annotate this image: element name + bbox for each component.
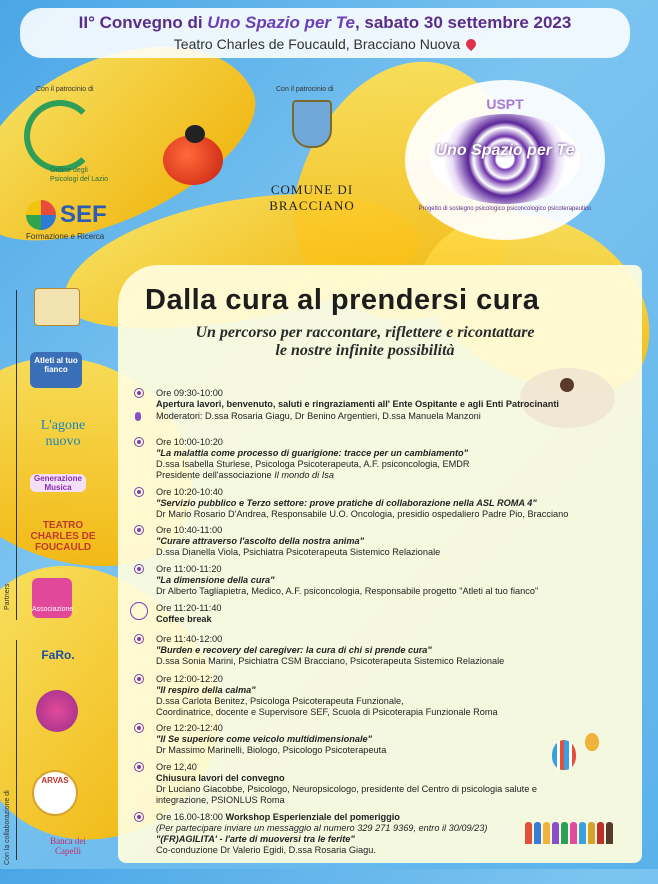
collab-divider: [16, 640, 17, 860]
sef-sub: Formazione e Ricerca: [26, 232, 105, 241]
bullet-icon: [134, 388, 144, 398]
program-subtitle: Un percorso per raccontare, riflettere e ricontattare le nostre infinite possibilità: [195, 324, 535, 359]
bullet-icon: [134, 437, 144, 447]
bullet-icon: [134, 525, 144, 535]
bullet-icon: [134, 674, 144, 684]
partner-generazione-musica: Generazione Musica: [30, 474, 86, 492]
program-item: Ore 11:00-11:20 "La dimensione della cura" Dr Alberto Tagliapietra, Medico, A.F. psiconcologia, Responsabile progetto "Atleti al tuo fianco": [134, 564, 634, 597]
uspt-swirl-icon: [430, 114, 580, 204]
uspt-name: Uno Spazio per Te: [435, 142, 575, 159]
ladybug-image: [163, 135, 223, 185]
event-venue: Teatro Charles de Foucauld, Bracciano Nuova: [20, 36, 630, 52]
comune-logo: [262, 100, 362, 214]
patronage-label: Con il patrocinio di: [276, 86, 334, 93]
opl-logo: [20, 100, 108, 190]
program-item: Ore 12:00-12:20 "Il respiro della calma" D.ssa Carlota Benitez, Psicologa Psicoterapeuta Funzionale, Coordinatrice, docente e Supervisore SEF, Scuola di Psicoterapia Funzionale Roma: [134, 674, 634, 718]
event-title: II° Convegno di Uno Spazio per Te, sabato 30 settembre 2023: [78, 13, 572, 32]
partner-teatro: TEATRO CHARLES DE FOUCAULD: [30, 520, 96, 553]
program-item: Ore 10:00-10:20 "La malattia come processo di guarigione: tracce per un cambiamento" D.ssa Isabella Sturlese, Psicologa Psicoterapeuta, A.F. psiconcologia, EMDR Presidente dell'associazione Il mondo di Isa: [134, 437, 634, 481]
partner-agone: L'agone nuovo: [40, 418, 86, 449]
crest-icon: [292, 100, 332, 148]
program-item: Ore 12:20-12:40 "Il Se superiore come veicolo multidimensionale" Dr Massimo Marinelli, Biologo, Psicologo Psicoterapeuta: [134, 723, 634, 756]
hot-air-balloon-icon: [585, 733, 599, 751]
opl-name: Ordine degli Psicologi del Lazio: [50, 167, 108, 183]
bullet-icon: [134, 564, 144, 574]
uspt-logo: [405, 80, 605, 240]
partners-divider: [16, 290, 17, 620]
partner-atleti: Atleti al tuo fianco: [30, 352, 82, 388]
bullet-icon: [134, 634, 144, 644]
partner-house-logo: [34, 288, 80, 326]
program-item: Ore 11:40-12:00 "Burden e recovery del caregiver: la cura di chi si prende cura" D.ssa Sonia Marini, Psichiatra CSM Bracciano, Psicoterapeuta Sistemico Relazionale: [134, 634, 634, 667]
partner-arvas: ARVAS: [32, 770, 78, 816]
sef-logo: [26, 200, 107, 241]
uspt-abbr: USPT: [486, 96, 524, 112]
sef-name: SEF: [60, 201, 107, 228]
patronage-label: Con il patrocinio di: [36, 86, 94, 93]
collab-label: Con la collaborazione di: [4, 790, 11, 865]
bullet-icon: [134, 762, 144, 772]
hot-air-balloon-icon: [552, 740, 576, 770]
comune-line2: BRACCIANO: [269, 198, 355, 213]
bullet-icon: [134, 723, 144, 733]
program-item: Ore 12,40 Chiusura lavori del convegno Dr Luciano Giacobbe, Psicologo, Neuropsicologo, presidente del Centro di psicologia salute e integrazione, PSIONLUS Roma: [134, 762, 634, 806]
program-item: Ore 11:20-11:40 Coffee break: [156, 603, 222, 624]
microphone-icon: [135, 412, 141, 421]
partner-associazione: Associazione: [32, 578, 72, 618]
people-illustration: [525, 822, 625, 848]
moderators: Moderatori: D.ssa Rosaria Giagu, Dr Benino Argentieri, D.ssa Manuela Manzoni: [156, 411, 481, 421]
location-pin-icon: [464, 37, 478, 51]
program-item: Ore 09:30-10:00 Apertura lavori, benvenuto, saluti e ringraziamenti all' Ente Ospitante e agli Enti Patrocinanti: [134, 388, 634, 410]
comune-line1: COMUNE DI: [270, 182, 354, 197]
partner-art-logo: [36, 690, 78, 732]
sef-dots-icon: [26, 200, 56, 230]
program-item: Ore 10:20-10:40 "Servizio pubblico e Terzo settore: prove pratiche di collaborazione nella ASL ROMA 4" Dr Mario Rosario D'Andrea, Responsabile U.O. Oncologia, presidio ospedaliero Padre Pio, Bracciano: [134, 487, 634, 520]
partners-label: Partners: [4, 583, 11, 610]
bullet-icon: [134, 487, 144, 497]
bullet-icon: [134, 812, 144, 822]
program-title: Dalla cura al prendersi cura: [145, 284, 540, 316]
opl-ring-icon: [24, 100, 96, 172]
program-item: Ore 10:40-11:00 "Curare attraverso l'ascolto della nostra anima" D.ssa Dianella Viola, Psichiatra Psicoterapeuta Sistemico Relazionale: [134, 525, 634, 558]
partner-banca-capelli: Banca dei Capelli: [50, 836, 86, 856]
event-header: [20, 8, 630, 58]
uspt-sub: Progetto di sostegno psicologico psiconcologico psicoterapeutico: [418, 206, 592, 212]
partner-faro: FaRo.: [41, 648, 75, 662]
program-item: Ore 16.00-18:00 Workshop Esperienziale del pomeriggio (Per partecipare inviare un messaggio al numero 329 271 9369, entro il 30/09/23) "(FR)AGILITA' - l'arte di muoversi tra le ferite" Co-conduzione Dr Valerio Egidi, D.ssa Rosaria Giagu.: [134, 812, 634, 856]
